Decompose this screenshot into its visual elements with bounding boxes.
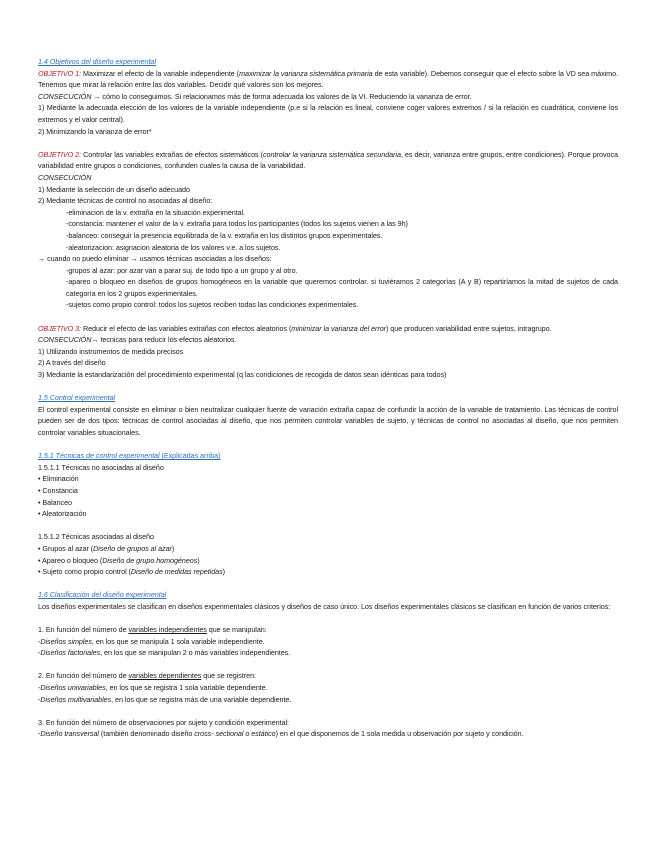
technique-item: -sujetos como propio control: todos los sujetos reciben todas las condiciones experimentales. [66,300,359,310]
criterion-item: -Diseños factoriales, en los que se manipulan 2 o más variables independientes. [38,648,291,658]
subsection-title: 1.5.1.1 Técnicas no asociadas al diseño [38,462,164,472]
explained-above-link[interactable]: (Explicadas arriba) [159,451,221,461]
objective-3-item: 1) Utilizando instrumentos de medida precisos [38,346,184,356]
technique-item: -constancia: mantener el valor de la v. extraña para todos los participantes (todos los sujetos vienen a las 9h) [66,219,408,229]
objective-2-item: 1) Mediante la selección de un diseño adecuado [38,184,190,194]
technique-item: -aleatorizacion: asignacion aleatoria de los valores v.e. a los sujetos. [66,242,281,252]
bullet-item: • Apareo o bloqueo (Diseño de grupo homogéneos) [38,555,200,565]
bullet-item: • Sujeto como propio control (Diseño de medidas repetidas) [38,567,225,577]
technique-item: -apareo o bloqueo en diseños de grupos homogéneos en la variable que queremos controlar. si tuviéramos 2 categorías (A y B) repartiríamos la mitad de sujetos de cada categoría en los 2 grupos experimentales. [66,277,618,298]
subsection-title: 1.5.1.2 Técnicas asociadas al diseño [38,532,154,542]
section-1-5-title: 1.5 Control experimental [38,393,116,403]
criterion-2: 2. En función del número de variables dependientes que se registren: [38,671,256,681]
criterion-3: 3. En función del número de observaciones por sujeto y condición experimental: [38,717,290,727]
section-1-4-title: 1.4 Objetivos del diseño experimental [38,57,157,66]
objective-2-arrow-line: → cuando no puedo eliminar → usamos técnicas asociadas a los diseños: [38,254,272,264]
bullet-item: • Constancia [38,485,78,495]
bullet-item: • Balanceo [38,497,72,507]
objective-2-item: 2) Mediante técnicas de control no asociadas al diseño: [38,196,213,206]
objective-3-paragraph: OBJETIVO 3: Reducir el efecto de las variables extrañas con efectos aleatorios (minimizar la varianza del error) que producen variabilidad entre sujetos, intragrupo. [38,323,552,333]
technique-item: -eliminacion de la v. extraña en la situación experimental. [66,207,246,217]
consecucion-2: CONSECUCIÓN [38,172,92,182]
criterion-item: -Diseños univariables, en los que se registra 1 sola variable dependiente. [38,683,268,693]
objective-3-item: 2) A través del diseño [38,358,106,368]
technique-item: -grupos al azar: por azar van a parar suj. de todo tipo a un grupo y al otro. [66,265,298,275]
consecucion-1: CONSECUCIÓN → cómo lo conseguimos. Si relacionamos más de forma adecuada los valores de la VI. Reduciendo la varianza de error. [38,91,472,101]
bullet-item: • Aleatorización [38,509,87,519]
objective-1-item: 1) Mediante la adecuada elección de los valores de la variable independiente (p.e si la relación es lineal, conviene coger valores extremos / si la relación es cuadrática, conviene los extremos y el valor central). [38,103,618,124]
objective-3-item: 3) Mediante la estandarización del procedimiento experimental (q las condiciones de recogida de datos sean idénticas para todos) [38,370,447,380]
objective-1-label: OBJETIVO 1: [38,68,82,78]
section-1-5-text: El control experimental consiste en eliminar o bien neutralizar cualquier fuente de variación extraña capaz de confundir la acción de la variable de tratamiento. Las técnicas de control pueden ser de dos tipos: técnicas de control asociadas al diseño, que nos permiten controlar variables de sujeto, y técnicas de control no asociadas al diseño, que nos permiten controlar variables situacionales. [38,404,618,437]
objective-2-label: OBJETIVO 2: [38,149,82,159]
bullet-item: • Grupos al azar (Diseño de grupos al azar) [38,543,175,553]
criterion-1: 1. En función del número de variables independientes que se manipulan: [38,625,267,635]
section-1-6-intro: Los diseños experimentales se clasifican en diseños experimentales clásicos y diseños de caso único. Los diseños experimentales clásicos se clasifican en función de varios criterios: [38,601,611,611]
criterion-item: -Diseño transversal (también denominado diseño cross- sectional o estático) en el que disponemos de 1 sola medida u observación por sujeto y condición. [38,729,524,739]
criterion-item: -Diseños multivariables, en los que se registra más de una variable dependiente. [38,694,292,704]
section-1-5-1-title: 1.5.1 Técnicas de control experimental (Explicadas arriba) [38,451,221,461]
objective-1-paragraph: OBJETIVO 1: Maximizar el efecto de la variable independiente (maximizar la varianza sistemática primaria de esta variable). Debemos conseguir que el efecto sobre la VD sea máximo. Tenemos que mirar la relación entre las dos variables. Decidir qué valores son los mejores. [38,68,618,90]
technique-item: -balanceo: conseguir la presencia equilibrada de la v. extraña en los distintos grupos experimentales. [66,230,383,240]
objective-3-label: OBJETIVO 3: [38,323,81,333]
objective-1-item: 2) Minimizando la varianza de error* [38,126,152,136]
section-1-6-title: 1.6 Clasificación del diseño experimental [38,590,167,600]
criterion-item: -Diseños simples, en los que se manipula 1 sola variable independiente. [38,636,265,646]
bullet-item: • Eliminación [38,474,79,484]
objective-2-paragraph: OBJETIVO 2: Controlar las variables extrañas de efectos sistemáticos (controlar la varianza sistemática secundaria, es decir, varianza entre grupos, entre condiciones). Porque provoca variabilidad entre grupos o condiciones, confunden cuales la causa de la variabilidad. [38,149,618,171]
document-page [38,56,618,740]
consecucion-3: CONSECUCIÓN→ tecnicas para reducir los efectos aleatorios. [38,335,237,345]
